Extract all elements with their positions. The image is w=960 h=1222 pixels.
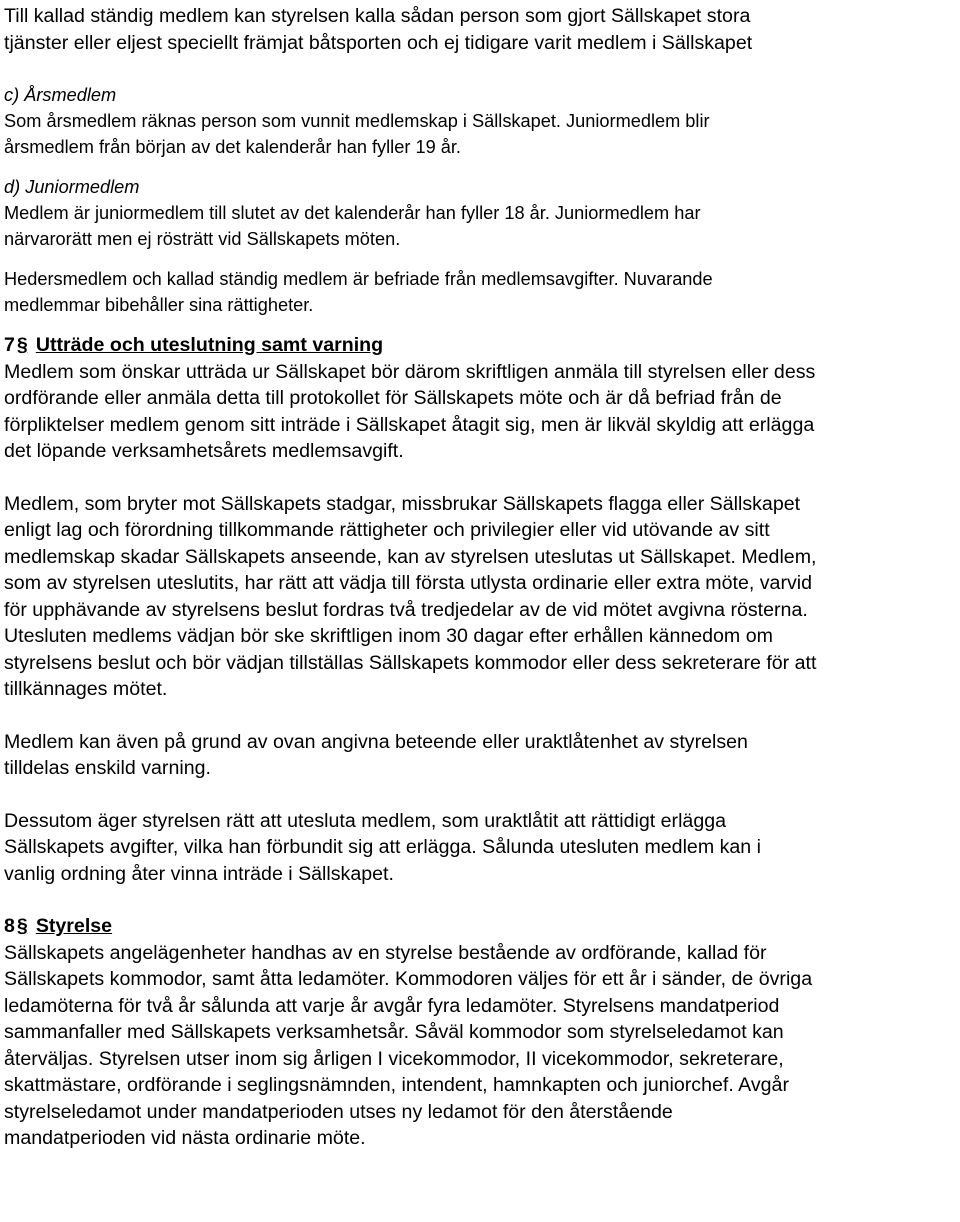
section-symbol: §: [16, 334, 28, 356]
text-line: årsmedlem från början av det kalenderår han fyller 19 år.: [4, 137, 461, 157]
text-line: tilldelas enskild varning.: [4, 757, 211, 779]
text-line: Medlem, som bryter mot Sällskapets stadgar, missbrukar Sällskapets flagga eller Sällskapet: [4, 492, 801, 515]
juniormedlem-heading: d) Juniormedlem: [4, 177, 140, 197]
text-line: Sällskapets avgifter, vilka han förbundit sig att erlägga. Sålunda utesluten medlem kan i: [4, 836, 761, 858]
text-line: tjänster eller eljest speciellt främjat båtsporten och ej tidigare varit medlem i Sällskapet: [4, 31, 753, 54]
juniormedlem-section: [4, 174, 958, 252]
text-line: styrelsens beslut och bör vädjan tillställas Sällskapets kommodor eller dess sekreterare för att: [4, 651, 817, 674]
text-line: mandatperioden vid nästa ordinarie möte.: [4, 1127, 366, 1149]
text-line: Sällskapets angelägenheter handhas av en styrelse bestående av ordförande, kallad för: [4, 941, 767, 964]
section-number: 7: [4, 334, 15, 356]
text-line: ledamöterna för två år sålunda att varje år avgår fyra ledamöter. Styrelsens mandatperiod: [4, 994, 780, 1017]
section-8-heading: [4, 913, 958, 940]
text-line: vanlig ordning åter vinna inträde i Sällskapet.: [4, 862, 394, 885]
text-line: Hedersmedlem och kallad ständig medlem är befriade från medlemsavgifter. Nuvarande: [4, 269, 713, 289]
text-line: medlemmar bibehåller sina rättigheter.: [4, 295, 314, 315]
text-line: Medlem kan även på grund av ovan angivna beteende eller uraktlåtenhet av styrelsen: [4, 730, 748, 753]
section-title: Utträde och uteslutning samt varning: [35, 334, 384, 356]
arsmedlem-section: [4, 82, 958, 160]
section-8: [4, 913, 958, 1152]
text-line: Medlem är juniormedlem till slutet av det kalenderår han fyller 18 år. Juniormedlem har: [4, 203, 701, 223]
section-symbol: §: [16, 915, 28, 937]
section-title: Styrelse: [35, 915, 113, 937]
text-line: Utesluten medlems vädjan bör ske skriftligen inom 30 dagar efter erhållen kännedom om: [4, 625, 773, 647]
hedersmedlem-paragraph: [4, 266, 958, 318]
text-line: Till kallad ständig medlem kan styrelsen kalla sådan person som gjort Sällskapet stora: [4, 5, 751, 27]
text-line: sammanfaller med Sällskapets verksamhetsår. Såväl kommodor som styrelseledamot kan: [4, 1021, 784, 1043]
text-line: medlemskap skadar Sällskapets anseende, kan av styrelsen uteslutas ut Sällskapet. Medlem,: [4, 545, 817, 568]
section-number: 8: [4, 915, 15, 937]
arsmedlem-heading: c) Årsmedlem: [4, 85, 117, 105]
section-7: [4, 332, 958, 887]
text-line: förpliktelser medlem genom sitt inträde i Sällskapet åtagit sig, men är likväl skyldig att erlägga: [4, 413, 815, 436]
text-line: som av styrelsen uteslutits, har rätt att vädja till första utlysta ordinarie eller extra möte, varvid: [4, 572, 813, 594]
text-line: närvarorätt men ej rösträtt vid Sällskapets möten.: [4, 229, 401, 249]
text-line: ordförande eller anmäla detta till protokollet för Sällskapets möte och är då befriad från de: [4, 387, 782, 409]
text-line: enligt lag och förordning tillkommande rättigheter och privilegier eller vid utövande av sitt: [4, 519, 770, 541]
text-line: återväljas. Styrelsen utser inom sig årligen I vicekommodor, II vicekommodor, sekreterare,: [4, 1047, 784, 1070]
text-line: Dessutom äger styrelsen rätt att utesluta medlem, som uraktlåtit att rättidigt erlägga: [4, 809, 727, 832]
text-line: Medlem som önskar utträda ur Sällskapet bör därom skriftligen anmäla till styrelsen eller dess: [4, 360, 816, 383]
text-line: för upphävande av styrelsens beslut fordras två tredjedelar av de vid mötet avgivna rösterna.: [4, 598, 808, 621]
intro-paragraph: [4, 3, 958, 56]
document-page: [4, 3, 958, 1152]
text-line: tillkännages mötet.: [4, 678, 168, 700]
section-7-heading: [4, 332, 958, 359]
text-line: skattmästare, ordförande i seglingsnämnden, intendent, hamnkapten och juniorchef. Avgår: [4, 1074, 789, 1096]
text-line: det löpande verksamhetsårets medlemsavgift.: [4, 440, 404, 462]
text-line: Som årsmedlem räknas person som vunnit medlemskap i Sällskapet. Juniormedlem blir: [4, 111, 710, 131]
text-line: styrelseledamot under mandatperioden utses ny ledamot för den återstående: [4, 1100, 673, 1123]
text-line: Sällskapets kommodor, samt åtta ledamöter. Kommodoren väljes för ett år i sänder, de övriga: [4, 968, 813, 990]
